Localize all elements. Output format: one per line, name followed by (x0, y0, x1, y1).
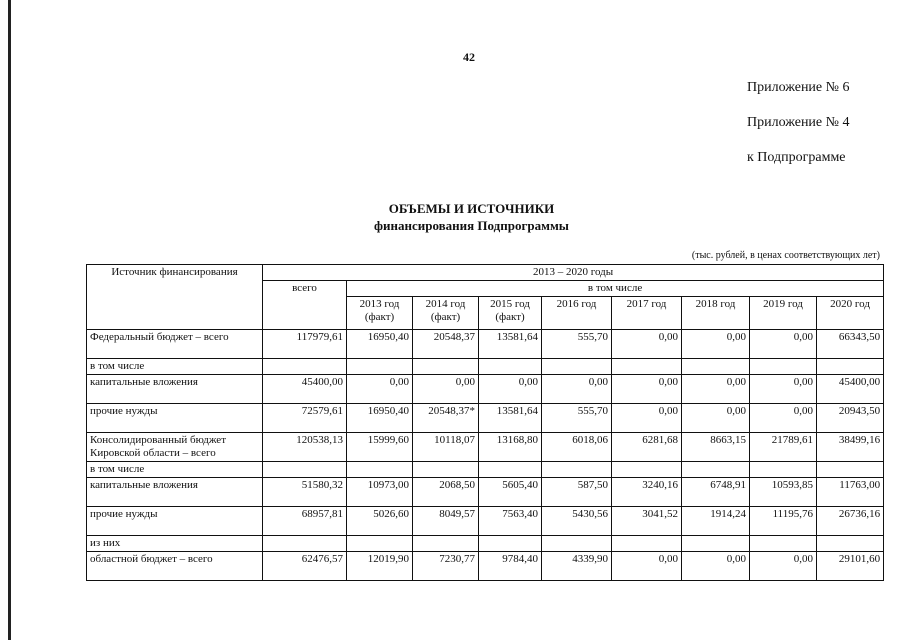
header-source: Источник финансирования (87, 265, 263, 330)
table-cell: 3240,16 (612, 478, 682, 507)
table-row (87, 462, 884, 478)
table-row (87, 478, 884, 507)
table-cell: 68957,81 (263, 507, 347, 536)
table-cell: 0,00 (750, 375, 817, 404)
table-cell: 0,00 (612, 404, 682, 433)
table-row (87, 507, 884, 536)
table-cell: 0,00 (542, 375, 612, 404)
table-cell (750, 462, 817, 478)
row-label: Консолидированный бюджет Кировской области – всего (87, 433, 263, 462)
header-year-2: 2015 год (факт) (479, 297, 542, 330)
table-cell: 10118,07 (413, 433, 479, 462)
header-including: в том числе (347, 281, 884, 297)
table-cell: 1914,24 (682, 507, 750, 536)
table-row (87, 404, 884, 433)
table-cell: 20548,37* (413, 404, 479, 433)
document-subtitle: финансирования Подпрограммы (374, 218, 569, 233)
table-cell (542, 359, 612, 375)
table-cell: 5605,40 (479, 478, 542, 507)
table-cell: 0,00 (612, 552, 682, 581)
table-row (87, 552, 884, 581)
table-cell: 72579,61 (263, 404, 347, 433)
table-cell (612, 359, 682, 375)
table-row (87, 330, 884, 359)
header-total: всего (263, 281, 347, 330)
table-cell: 13581,64 (479, 330, 542, 359)
table-cell: 6018,06 (542, 433, 612, 462)
table-cell: 2068,50 (413, 478, 479, 507)
table-row (87, 536, 884, 552)
row-label: в том числе (87, 359, 263, 375)
table-cell: 8663,15 (682, 433, 750, 462)
table-cell (750, 359, 817, 375)
table-cell: 0,00 (612, 375, 682, 404)
table-cell: 62476,57 (263, 552, 347, 581)
row-label: прочие нужды (87, 507, 263, 536)
table-cell (542, 536, 612, 552)
table-cell (347, 359, 413, 375)
table-cell: 10973,00 (347, 478, 413, 507)
table-cell: 21789,61 (750, 433, 817, 462)
table-cell: 0,00 (682, 404, 750, 433)
table-cell: 66343,50 (817, 330, 884, 359)
table-cell (612, 536, 682, 552)
table-cell (413, 536, 479, 552)
table-cell (817, 462, 884, 478)
table-cell: 9784,40 (479, 552, 542, 581)
table-cell: 0,00 (682, 375, 750, 404)
table-cell: 4339,90 (542, 552, 612, 581)
table-cell: 120538,13 (263, 433, 347, 462)
table-cell: 0,00 (612, 330, 682, 359)
table-cell: 555,70 (542, 404, 612, 433)
financing-table (86, 264, 884, 581)
page-number: 42 (463, 50, 475, 64)
row-label: капитальные вложения (87, 478, 263, 507)
header-year-5: 2018 год (682, 297, 750, 330)
appendix-line-1: Приложение № 6 (747, 80, 850, 95)
table-cell: 587,50 (542, 478, 612, 507)
table-cell: 6281,68 (612, 433, 682, 462)
table-cell (682, 359, 750, 375)
table-cell (750, 536, 817, 552)
table-cell (347, 462, 413, 478)
header-year-1: 2014 год (факт) (413, 297, 479, 330)
table-cell: 8049,57 (413, 507, 479, 536)
table-cell (542, 462, 612, 478)
table-cell (347, 536, 413, 552)
table-cell: 13581,64 (479, 404, 542, 433)
table-cell (682, 462, 750, 478)
header-year-7: 2020 год (817, 297, 884, 330)
table-row (87, 359, 884, 375)
table-cell: 15999,60 (347, 433, 413, 462)
table-cell: 13168,80 (479, 433, 542, 462)
table-cell: 20943,50 (817, 404, 884, 433)
table-cell: 16950,40 (347, 330, 413, 359)
table-cell (263, 462, 347, 478)
table-cell: 0,00 (413, 375, 479, 404)
table-cell: 555,70 (542, 330, 612, 359)
table-cell: 0,00 (347, 375, 413, 404)
table-cell: 16950,40 (347, 404, 413, 433)
table-cell (413, 462, 479, 478)
table-cell: 0,00 (750, 330, 817, 359)
table-cell: 45400,00 (263, 375, 347, 404)
table-cell: 26736,16 (817, 507, 884, 536)
table-cell: 12019,90 (347, 552, 413, 581)
table-cell: 45400,00 (817, 375, 884, 404)
row-label: из них (87, 536, 263, 552)
row-label: капитальные вложения (87, 375, 263, 404)
header-year-3: 2016 год (542, 297, 612, 330)
table-cell: 0,00 (479, 375, 542, 404)
table-cell: 0,00 (750, 552, 817, 581)
header-year-0: 2013 год (факт) (347, 297, 413, 330)
table-cell: 51580,32 (263, 478, 347, 507)
table-cell: 11763,00 (817, 478, 884, 507)
table-cell (479, 359, 542, 375)
table-cell: 0,00 (682, 552, 750, 581)
table-cell: 10593,85 (750, 478, 817, 507)
table-cell (817, 536, 884, 552)
table-cell (263, 536, 347, 552)
table-cell (263, 359, 347, 375)
table-cell: 0,00 (750, 404, 817, 433)
table-cell (479, 536, 542, 552)
table-cell (413, 359, 479, 375)
units-note: (тыс. рублей, в ценах соответствующих лет) (691, 250, 880, 261)
table-cell: 3041,52 (612, 507, 682, 536)
row-label: прочие нужды (87, 404, 263, 433)
document-title: ОБЪЕМЫ И ИСТОЧНИКИ (388, 201, 555, 216)
header-year-4: 2017 год (612, 297, 682, 330)
table-cell (817, 359, 884, 375)
row-label: областной бюджет – всего (87, 552, 263, 581)
table-cell: 7563,40 (479, 507, 542, 536)
table-cell: 38499,16 (817, 433, 884, 462)
row-label: Федеральный бюджет – всего (87, 330, 263, 359)
table-cell: 5430,56 (542, 507, 612, 536)
table-cell (479, 462, 542, 478)
appendix-line-2: Приложение № 4 (747, 115, 850, 130)
page-edge-bar (8, 0, 11, 640)
table-cell: 117979,61 (263, 330, 347, 359)
table-cell: 29101,60 (817, 552, 884, 581)
header-year-6: 2019 год (750, 297, 817, 330)
table-cell (682, 536, 750, 552)
row-label: в том числе (87, 462, 263, 478)
table-row (87, 433, 884, 462)
table-cell: 0,00 (682, 330, 750, 359)
table-cell: 6748,91 (682, 478, 750, 507)
table-cell: 7230,77 (413, 552, 479, 581)
table-row (87, 375, 884, 404)
table-cell: 20548,37 (413, 330, 479, 359)
table-cell: 11195,76 (750, 507, 817, 536)
table-cell (612, 462, 682, 478)
table-cell: 5026,60 (347, 507, 413, 536)
header-period: 2013 – 2020 годы (263, 265, 884, 281)
appendix-line-3: к Подпрограмме (747, 150, 846, 165)
